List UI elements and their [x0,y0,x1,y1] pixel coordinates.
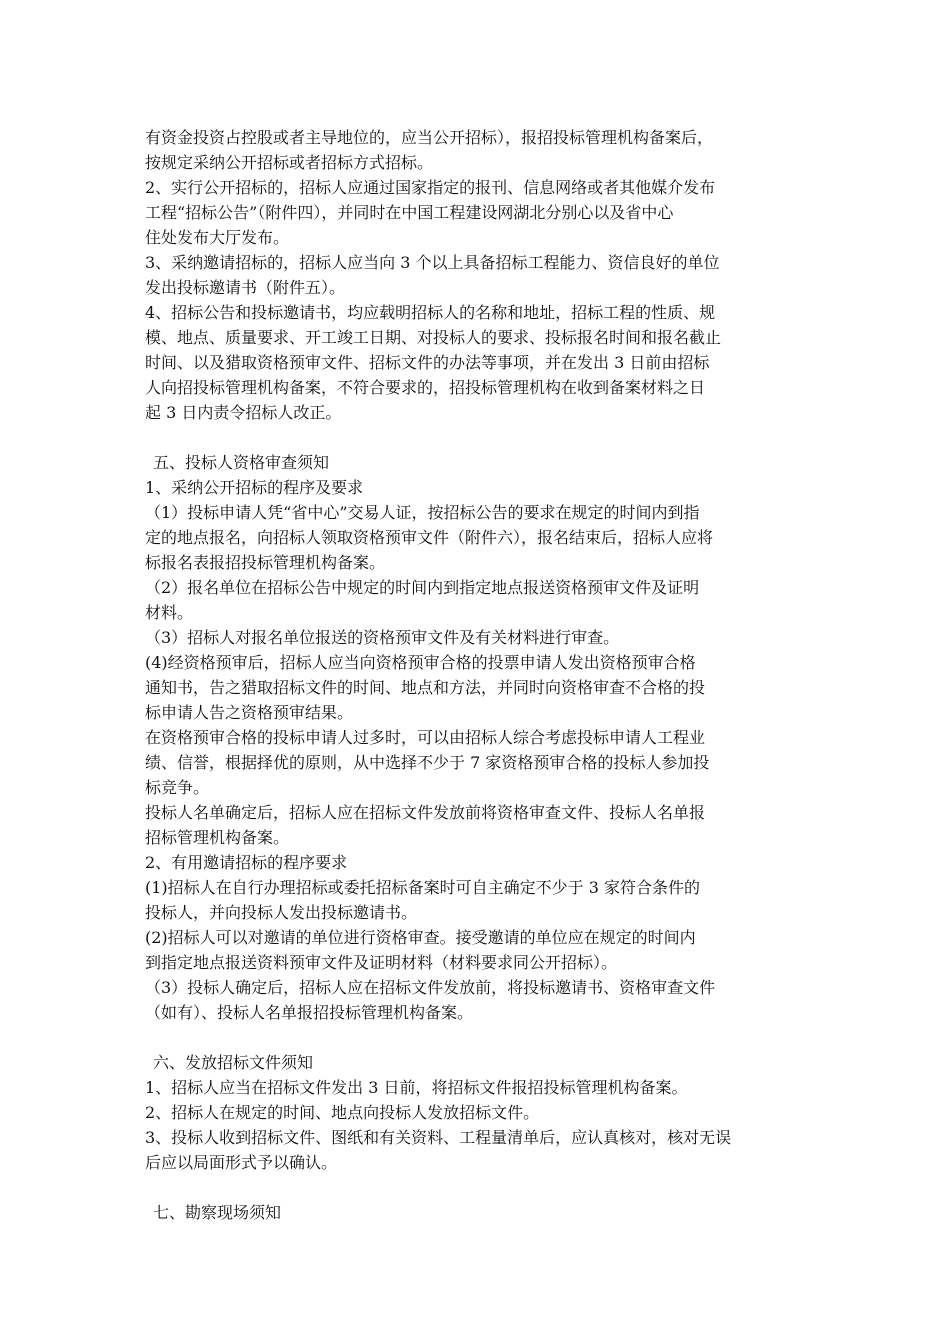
text-line: 发出投标邀请书（附件五）。 [145,278,346,297]
section-heading: 七、勘察现场须知 [153,1203,282,1222]
blank-line [145,1025,815,1050]
text-line: 标竞争。 [145,778,210,797]
text-line: 标申请人告之资格预审结果。 [145,703,354,722]
text-line: 起 3 日内责令招标人改正。 [145,403,342,422]
text-line: （3）招标人对报名单位报送的资格预审文件及有关材料进行审查。 [145,628,620,647]
text-line: 工程“招标公告”（附件四），并同时在中国工程建设网湖北分别心以及省中心 [145,203,674,222]
text-line: 标报名表报招投标管理机构备案。 [145,553,386,572]
blank-line [145,1175,815,1200]
text-line: 2、实行公开招标的，招标人应通过国家指定的报刊、信息网络或者其他媒介发布 [145,178,716,197]
text-line: 3、投标人收到招标文件、图纸和有关资料、工程量清单后，应认真核对，核对无误 [145,1128,732,1147]
text-line: 2、招标人在规定的时间、地点向投标人发放招标文件。 [145,1103,540,1122]
text-line: 在资格预审合格的投标申请人过多时，可以由招标人综合考虑投标申请人工程业 [145,728,706,747]
text-line: 招标管理机构备案。 [145,828,290,847]
text-line: 后应以局面形式予以确认。 [145,1153,338,1172]
text-line: （2）报名单位在招标公告中规定的时间内到指定地点报送资格预审文件及证明 [145,578,700,597]
text-line: 住处发布大厅发布。 [145,228,290,247]
blank-line [145,425,815,450]
text-line: (1)招标人在自行办理招标或委托招标备案时可自主确定不少于 3 家符合条件的 [145,878,701,897]
text-line: 有资金投资占控股或者主导地位的，应当公开招标），报招投标管理机构备案后， [145,128,714,147]
text-line: 模、地点、质量要求、开工竣工日期、对投标人的要求、投标报名时间和报名截止 [145,328,722,347]
text-line: 1、采纳公开招标的程序及要求 [145,478,364,497]
text-line: 通知书，告之猎取招标文件的时间、地点和方法，并同时向资格审查不合格的投 [145,678,706,697]
text-line: 材料。 [145,603,194,622]
text-line: 投标人，并向投标人发出投标邀请书。 [145,903,418,922]
text-line: （1）投标申请人凭“省中心”交易人证，按招标公告的要求在规定的时间内到指 [145,503,700,522]
text-line: 4、招标公告和投标邀请书，均应载明招标人的名称和地址，招标工程的性质、规 [145,303,716,322]
section-heading: 五、投标人资格审查须知 [153,453,330,472]
text-line: 定的地点报名，向招标人领取资格预审文件（附件六），报名结束后，招标人应将 [145,528,714,547]
text-line: 投标人名单确定后，招标人应在招标文件发放前将资格审查文件、投标人名单报 [145,803,706,822]
text-line: 时间、以及猎取资格预审文件、招标文件的办法等事项，并在发出 3 日前由招标 [145,353,710,372]
text-line: （3）投标人确定后，招标人应在招标文件发放前，将投标邀请书、资格审查文件 [145,978,716,997]
text-line: 2、有用邀请招标的程序要求 [145,853,348,872]
text-line: (2)招标人可以对邀请的单位进行资格审查。接受邀请的单位应在规定的时间内 [145,928,696,947]
text-line: 1、招标人应当在招标文件发出 3 日前，将招标文件报招投标管理机构备案。 [145,1078,688,1097]
section-heading: 六、发放招标文件须知 [153,1053,314,1072]
text-line: 到指定地点报送资料预审文件及证明材料（材料要求同公开招标）。 [145,953,618,972]
text-line: (4)经资格预审后，招标人应当向资格预审合格的投票申请人发出资格预审合格 [145,653,696,672]
text-line: 按规定采纳公开招标或者招标方式招标。 [145,153,434,172]
document-page [145,125,815,1225]
text-line: 人向招投标管理机构备案，不符合要求的，招投标管理机构在收到备案材料之日 [145,378,706,397]
text-line: 绩、信誉，根据择优的原则，从中选择不少于 7 家资格预审合格的投标人参加投 [145,753,710,772]
text-line: （如有）、投标人名单报招投标管理机构备案。 [145,1003,474,1022]
text-line: 3、采纳邀请招标的，招标人应当向 3 个以上具备招标工程能力、资信良好的单位 [145,253,720,272]
